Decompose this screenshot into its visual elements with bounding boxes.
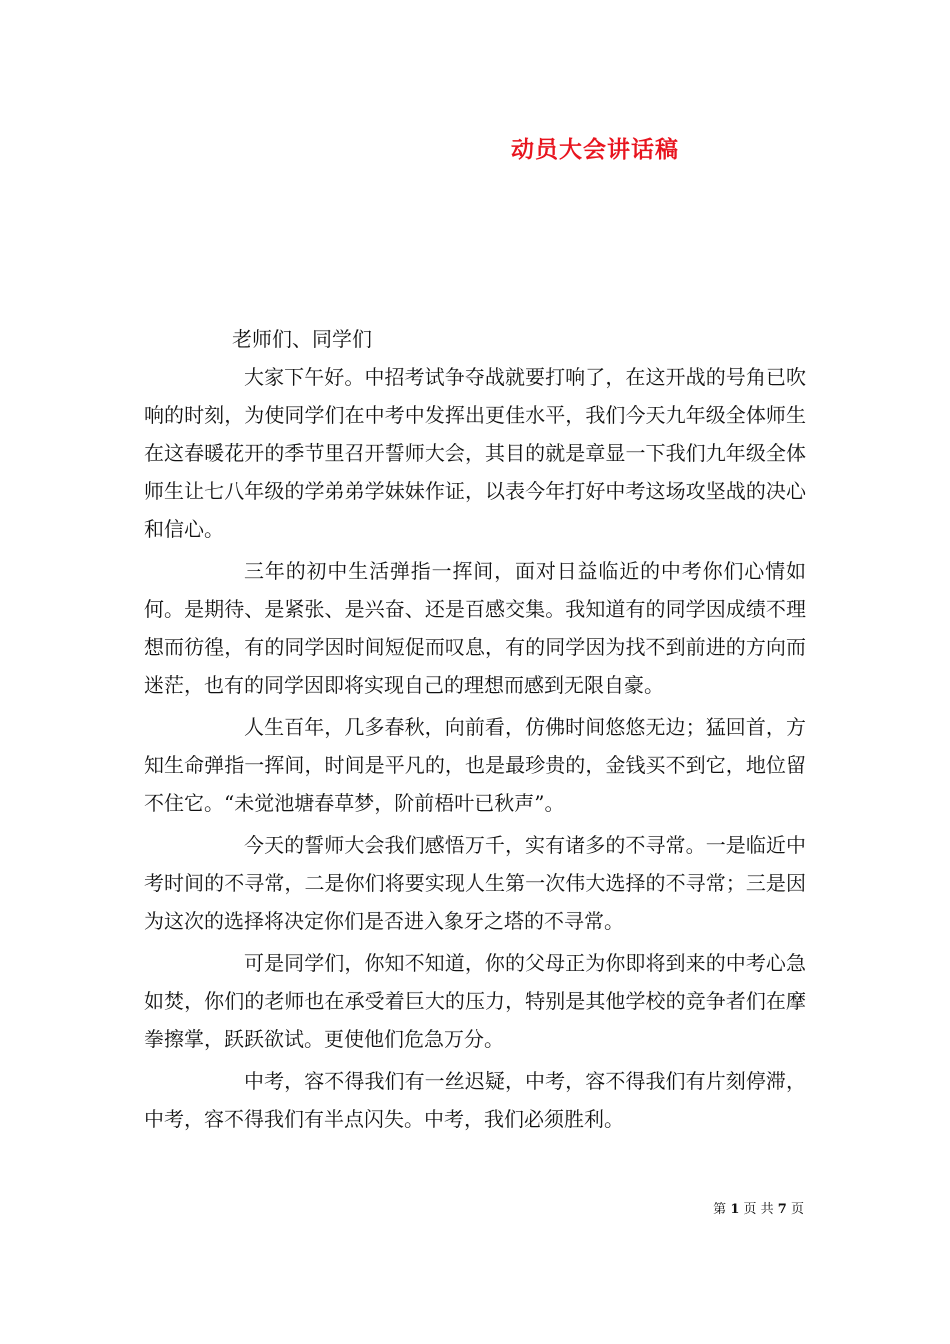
footer-suffix: 页: [790, 1202, 804, 1217]
paragraph: 大家下午好。中招考试争夺战就要打响了，在这开战的号角已吹响的时刻，为使同学们在中考中发挥出更佳水平，我们今天九年级全体师生在这春暖花开的季节里召开誓师大会，其目的就是章显一下我们九年级全体师生让七八年级的学弟弟学妹妹作证，以表今年打好中考这场攻坚战的决心和信心。: [144, 365, 806, 541]
salutation: 老师们、同学们: [232, 327, 372, 351]
paragraph: 今天的誓师大会我们感悟万千，实有诸多的不寻常。一是临近中考时间的不寻常，二是你们将要实现人生第一次伟大选择的不寻常；三是因为这次的选择将决定你们是否进入象牙之塔的不寻常。: [144, 833, 806, 933]
current-page-number: 1: [730, 1202, 740, 1217]
paragraph: 可是同学们，你知不知道，你的父母正为你即将到来的中考心急如焚，你们的老师也在承受着巨大的压力，特别是其他学校的竞争者们在摩拳擦掌，跃跃欲试。更使他们危急万分。: [144, 951, 806, 1051]
footer-middle: 页 共: [743, 1202, 774, 1217]
page-footer: [713, 1201, 804, 1219]
document-body: [144, 358, 806, 1142]
footer-prefix: 第: [713, 1202, 727, 1217]
paragraph: 人生百年，几多春秋，向前看，仿佛时间悠悠无边；猛回首，方知生命弹指一挥间，时间是平凡的，也是最珍贵的，金钱买不到它，地位留不住它。“未觉池塘春草梦，阶前梧叶已秋声”。: [144, 715, 806, 815]
paragraph: 三年的初中生活弹指一挥间，面对日益临近的中考你们心情如何。是期待、是紧张、是兴奋、还是百感交集。我知道有的同学因成绩不理想而彷徨，有的同学因时间短促而叹息，有的同学因为找不到前进的方向而迷茫，也有的同学因即将实现自己的理想而感到无限自豪。: [144, 559, 806, 697]
total-pages-number: 7: [777, 1202, 787, 1217]
document-title: 动员大会讲话稿: [511, 137, 679, 163]
paragraph: 中考，容不得我们有一丝迟疑，中考，容不得我们有片刻停滞，中考，容不得我们有半点闪失。中考，我们必须胜利。: [144, 1069, 806, 1131]
